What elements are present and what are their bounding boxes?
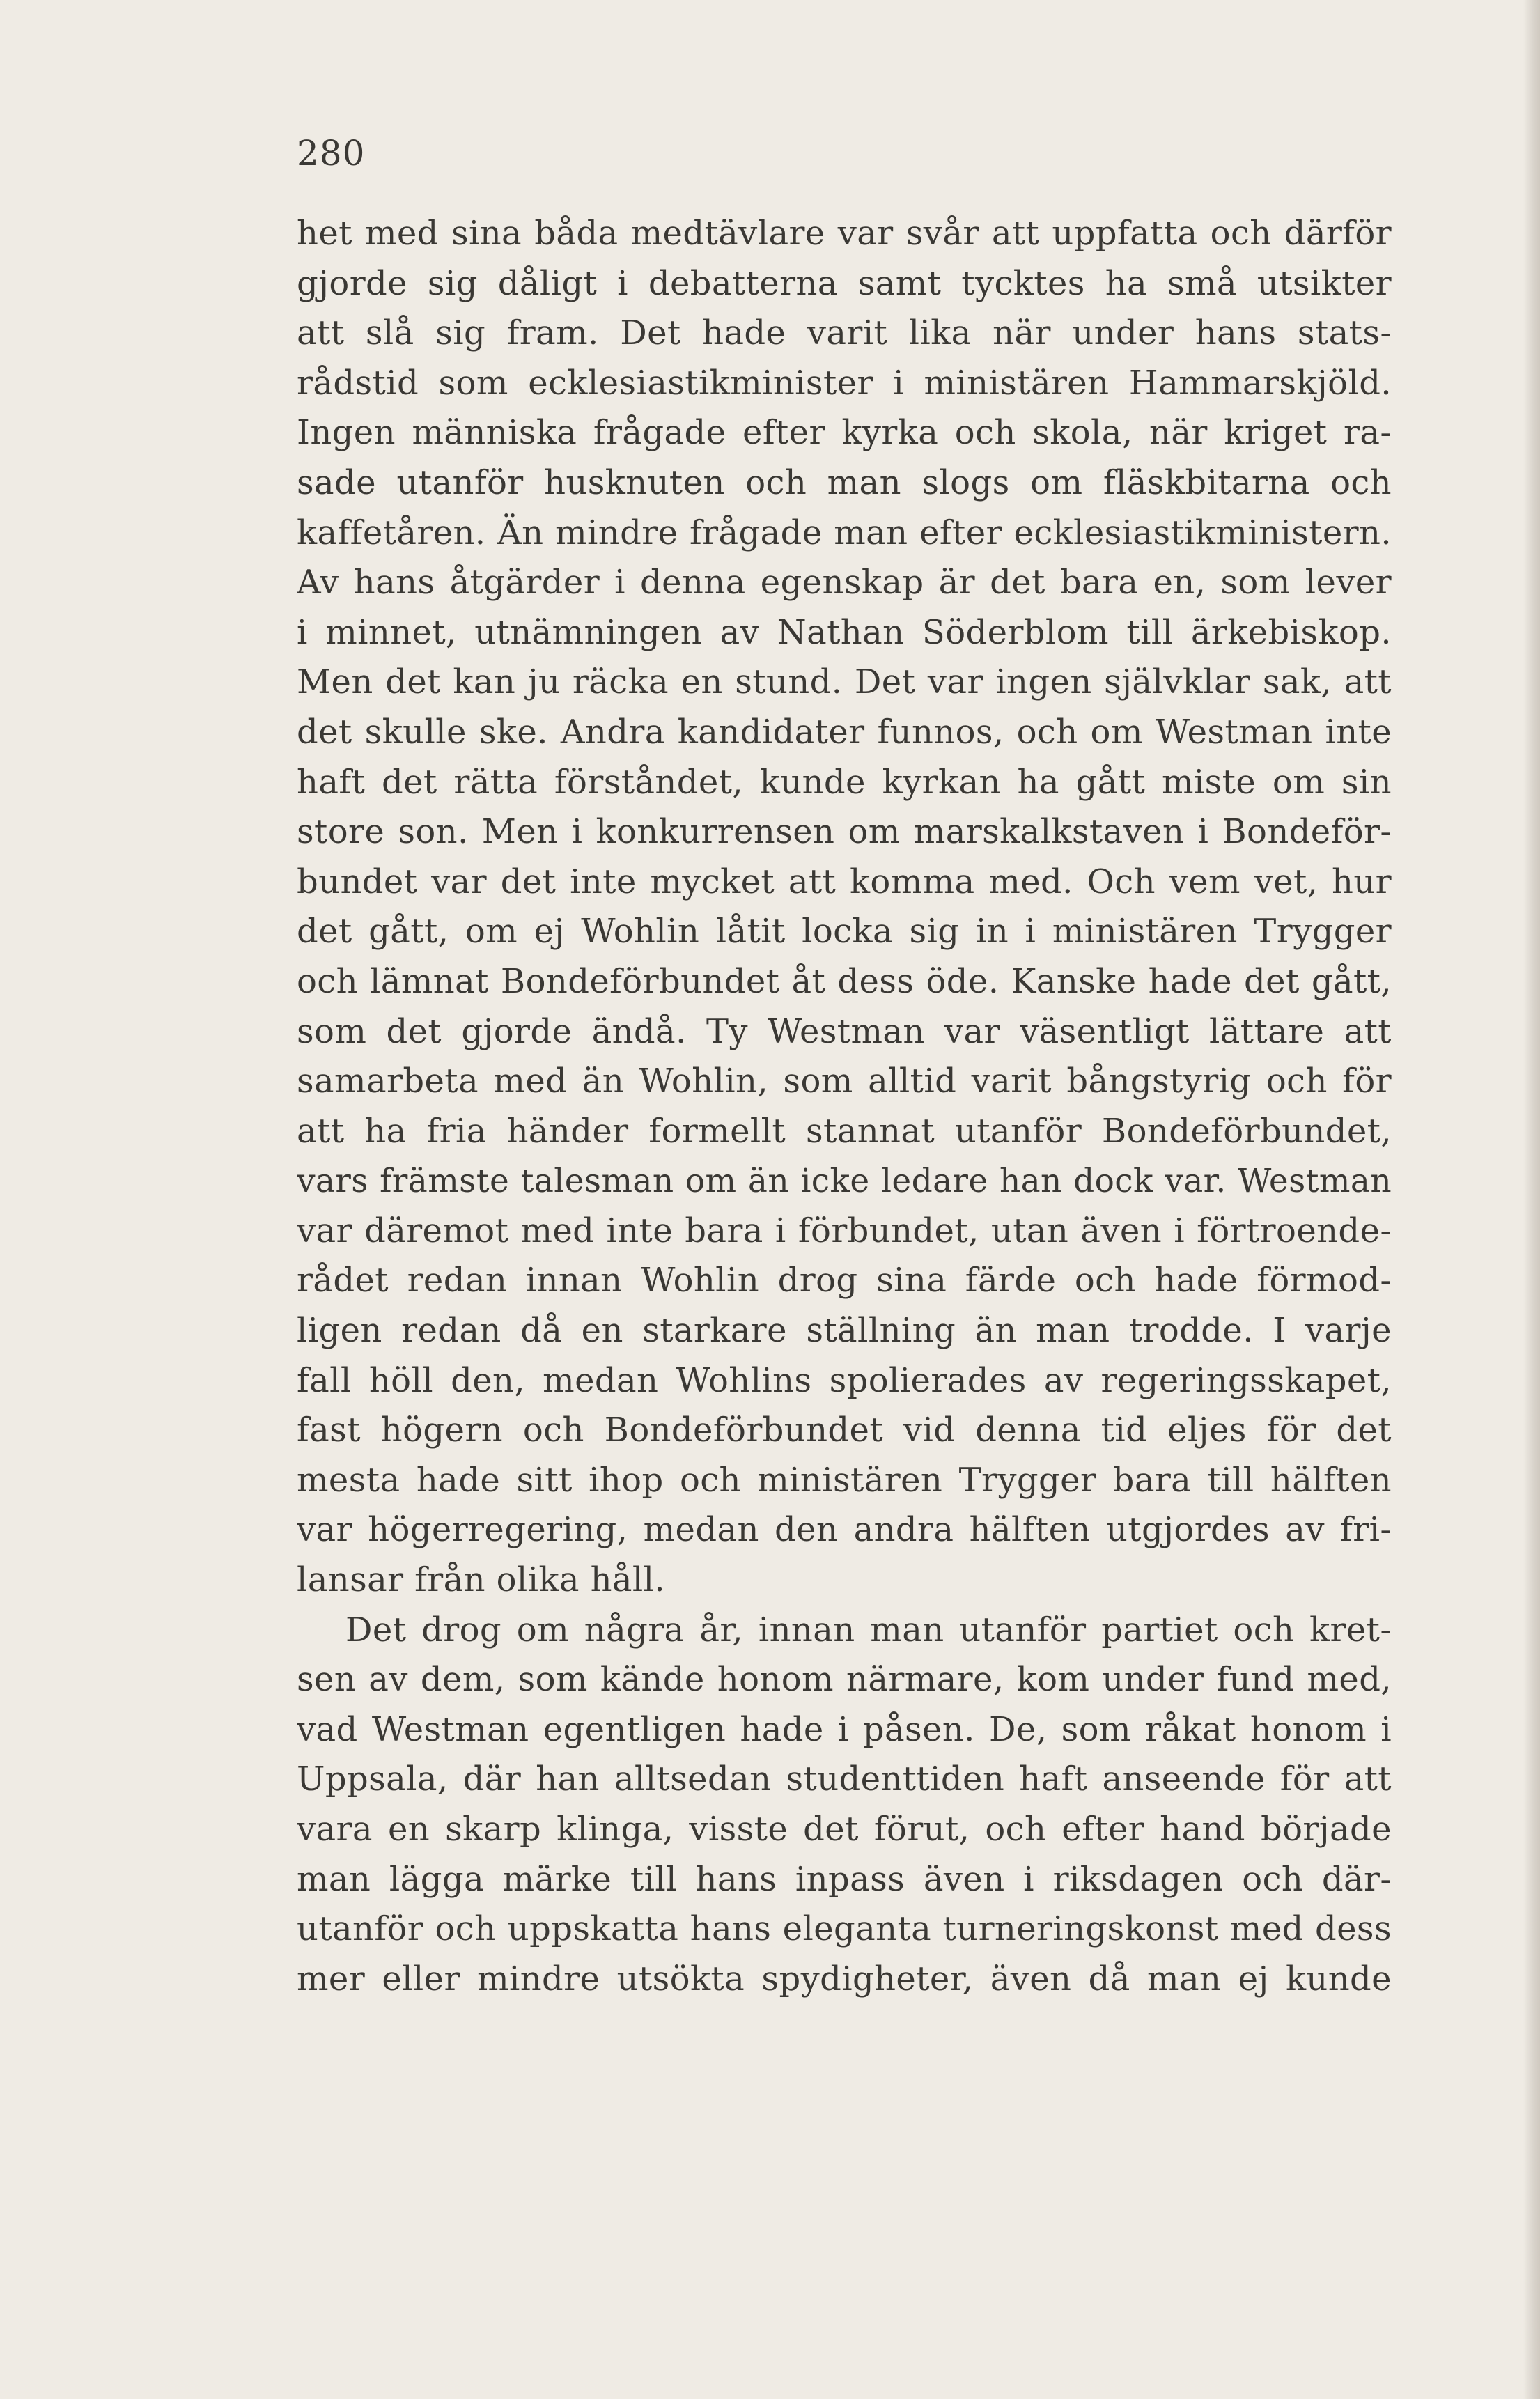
- text-line: haft det rätta förståndet, kunde kyrkan ha gått miste om sin: [297, 762, 1392, 802]
- text-line: sen av dem, som kände honom närmare, kom under fund med,: [297, 1660, 1392, 1700]
- body-text: [297, 209, 1392, 2004]
- text-line: fast högern och Bondeförbundet vid denna tid eljes för det: [297, 1411, 1392, 1450]
- text-line: i minnet, utnämningen av Nathan Söderblom till ärkebiskop.: [297, 612, 1392, 652]
- text-line: utanför och uppskatta hans eleganta turneringskonst med dess: [297, 1909, 1392, 1949]
- text-line: det gått, om ej Wohlin låtit locka sig in i ministären Trygger: [297, 912, 1392, 952]
- text-line: vara en skarp klinga, visste det förut, och efter hand började: [297, 1810, 1392, 1849]
- text-line: som det gjorde ändå. Ty Westman var väsentligt lättare att: [297, 1011, 1392, 1051]
- text-line: store son. Men i konkurrensen om marskalkstaven i Bondeför-: [297, 812, 1392, 852]
- text-line: Uppsala, där han alltsedan studenttiden haft anseende för att: [297, 1760, 1392, 1799]
- text-line: ligen redan då en starkare ställning än man trodde. I varje: [297, 1311, 1392, 1351]
- text-line: gjorde sig dåligt i debatterna samt tycktes ha små utsikter: [297, 263, 1392, 303]
- text-line: mesta hade sitt ihop och ministären Trygger bara till hälften: [297, 1460, 1392, 1500]
- text-line: Men det kan ju räcka en stund. Det var ingen självklar sak, att: [297, 662, 1392, 702]
- page-edge-shadow: [1523, 0, 1540, 2399]
- text-line: mer eller mindre utsökta spydigheter, även då man ej kunde: [297, 1959, 1392, 1998]
- text-line: det skulle ske. Andra kandidater funnos, och om Westman inte: [297, 712, 1392, 752]
- text-line: vad Westman egentligen hade i påsen. De, som råkat honom i: [297, 1709, 1392, 1749]
- text-line: lansar från olika håll.: [297, 1560, 666, 1600]
- text-line: rådstid som ecklesiastikminister i ministären Hammarskjöld.: [297, 363, 1392, 403]
- text-line: sade utanför husknuten och man slogs om fläskbitarna och: [297, 463, 1392, 502]
- text-line: rådet redan innan Wohlin drog sina färde och hade förmod-: [297, 1261, 1392, 1301]
- text-line: vars främste talesman om än icke ledare han dock var. Westman: [297, 1162, 1392, 1201]
- text-line: att ha fria händer formellt stannat utanför Bondeförbundet,: [297, 1111, 1392, 1151]
- text-line: var högerregering, medan den andra hälften utgjordes av fri-: [297, 1510, 1392, 1550]
- text-line: Det drog om några år, innan man utanför partiet och kret-: [345, 1610, 1392, 1649]
- text-line: man lägga märke till hans inpass även i riksdagen och där-: [297, 1859, 1392, 1899]
- text-line: Av hans åtgärder i denna egenskap är det bara en, som lever: [297, 563, 1392, 603]
- text-line: att slå sig fram. Det hade varit lika när under hans stats-: [297, 313, 1392, 353]
- text-line: och lämnat Bondeförbundet åt dess öde. Kanske hade det gått,: [297, 961, 1392, 1001]
- paragraph-2: [297, 1606, 1392, 2005]
- paragraph-1: [297, 209, 1392, 1606]
- text-line: samarbeta med än Wohlin, som alltid varit bångstyrig och för: [297, 1062, 1392, 1101]
- text-line: kaffetåren. Än mindre frågade man efter ecklesiastikministern.: [297, 513, 1392, 552]
- text-line: bundet var det inte mycket att komma med. Och vem vet, hur: [297, 862, 1392, 901]
- text-line: fall höll den, medan Wohlins spolierades av regeringsskapet,: [297, 1360, 1392, 1400]
- text-line: Ingen människa frågade efter kyrka och skola, när kriget ra-: [297, 413, 1392, 453]
- page-number: 280: [297, 133, 366, 173]
- text-line: var däremot med inte bara i förbundet, utan även i förtroende-: [297, 1211, 1392, 1250]
- text-line: het med sina båda medtävlare var svår att uppfatta och därför: [297, 214, 1392, 253]
